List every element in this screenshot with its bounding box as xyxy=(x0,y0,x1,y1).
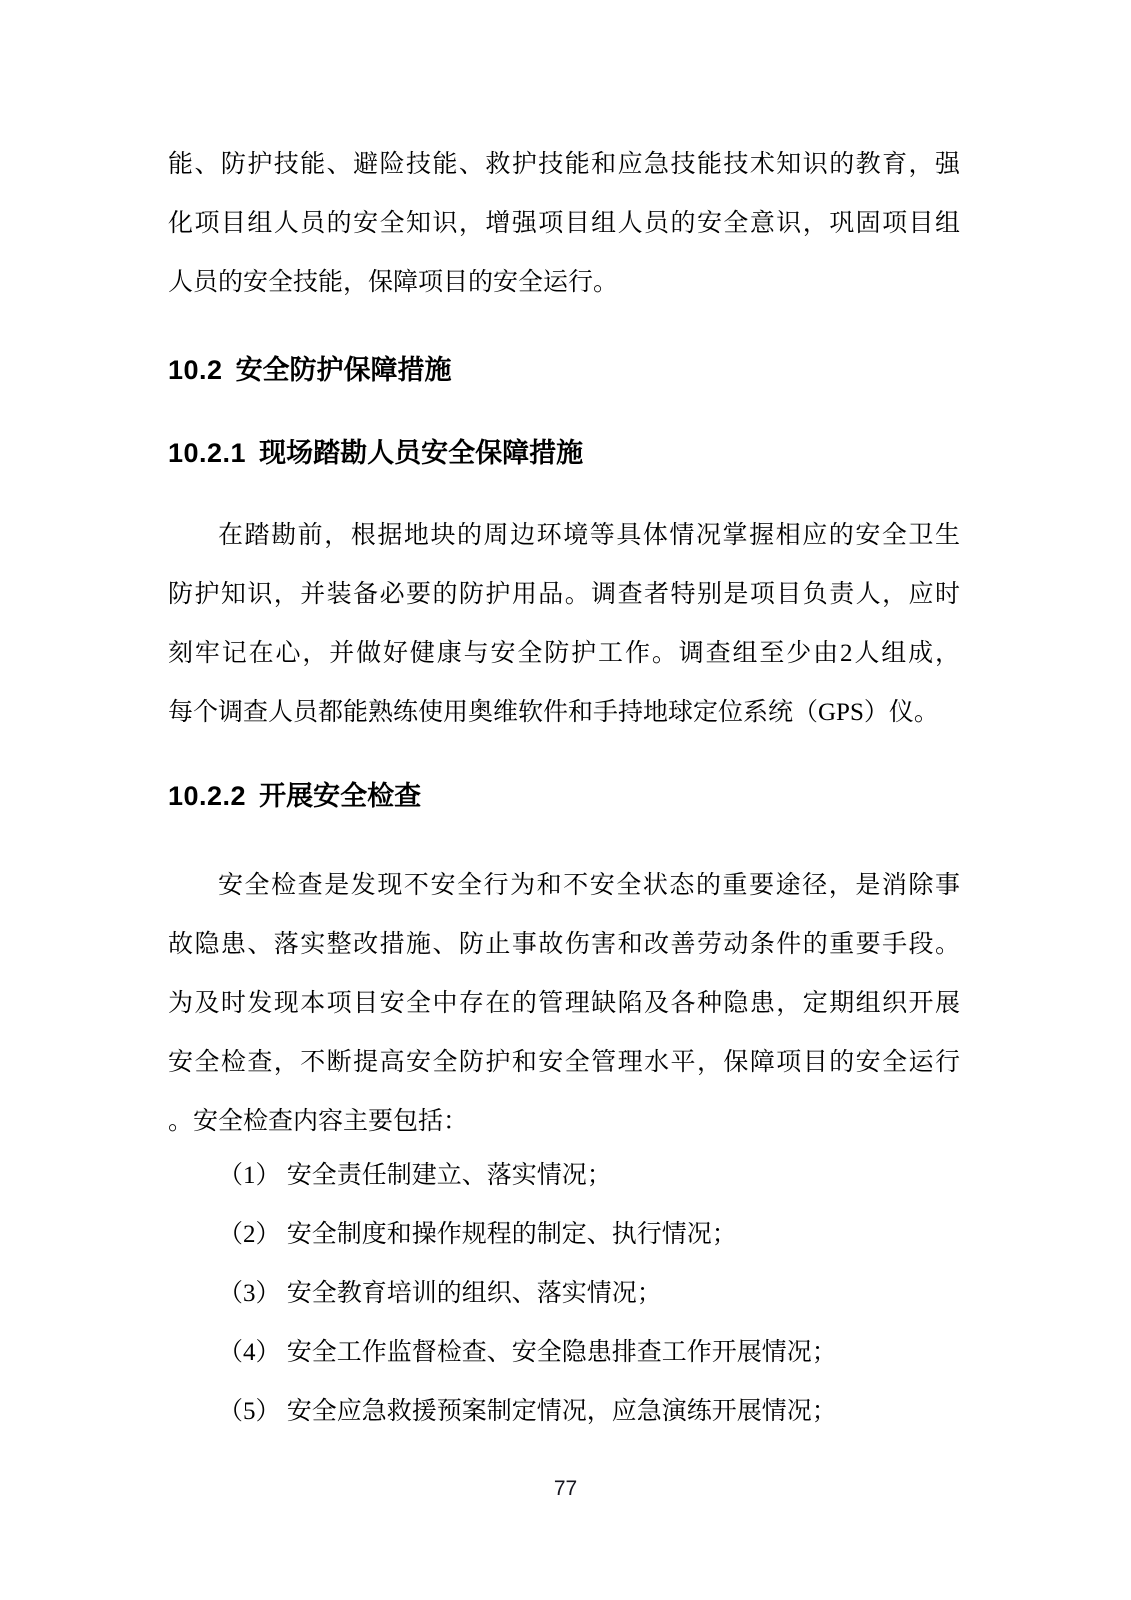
heading-title: 安全防护保障措施 xyxy=(235,355,452,385)
heading-number: 10.2 xyxy=(168,355,223,385)
page-number: 77 xyxy=(553,1477,578,1500)
paragraph-survey-safety xyxy=(168,506,960,742)
text-line: 。安全检查内容主要包括： xyxy=(168,1108,469,1135)
list-item: （5） 安全应急救援预案制定情况，应急演练开展情况； xyxy=(218,1398,837,1425)
paragraph-continuation xyxy=(168,135,960,312)
heading-title: 开展安全检查 xyxy=(259,781,422,811)
text-line: 刻牢记在心，并做好健康与安全防护工作。调查组至少由2人组成， xyxy=(168,640,960,667)
heading-number: 10.2.1 xyxy=(168,438,247,468)
list-item: （4） 安全工作监督检查、安全隐患排查工作开展情况； xyxy=(218,1339,837,1366)
text-line: 安全检查是发现不安全行为和不安全状态的重要途径，是消除事 xyxy=(218,872,960,899)
section-heading-10-2-2 xyxy=(168,767,960,826)
text-line: 防护知识，并装备必要的防护用品。调查者特别是项目负责人，应时 xyxy=(168,581,960,608)
list-item: （2） 安全制度和操作规程的制定、执行情况； xyxy=(218,1221,737,1248)
section-heading-10-2 xyxy=(168,341,960,400)
text-line: 能、防护技能、避险技能、救护技能和应急技能技术知识的教育，强 xyxy=(168,151,960,178)
text-line: 在踏勘前，根据地块的周边环境等具体情况掌握相应的安全卫生 xyxy=(218,522,960,549)
heading-title: 现场踏勘人员安全保障措施 xyxy=(259,438,584,468)
text-line: 人员的安全技能，保障项目的安全运行。 xyxy=(168,269,619,296)
document-content xyxy=(168,0,960,1441)
list-item: （1） 安全责任制建立、落实情况； xyxy=(218,1162,612,1189)
section-heading-10-2-1 xyxy=(168,424,960,483)
paragraph-safety-inspection xyxy=(168,856,960,1151)
inspection-list xyxy=(168,1146,960,1441)
heading-number: 10.2.2 xyxy=(168,781,247,811)
text-line: 安全检查，不断提高安全防护和安全管理水平，保障项目的安全运行 xyxy=(168,1049,960,1076)
text-line: 故隐患、落实整改措施、防止事故伤害和改善劳动条件的重要手段。 xyxy=(168,931,960,958)
list-item: （3） 安全教育培训的组织、落实情况； xyxy=(218,1280,662,1307)
text-line: 化项目组人员的安全知识，增强项目组人员的安全意识，巩固项目组 xyxy=(168,210,960,237)
text-line: 为及时发现本项目安全中存在的管理缺陷及各种隐患，定期组织开展 xyxy=(168,990,960,1017)
text-line: 每个调查人员都能熟练使用奥维软件和手持地球定位系统（GPS）仪。 xyxy=(168,699,939,726)
